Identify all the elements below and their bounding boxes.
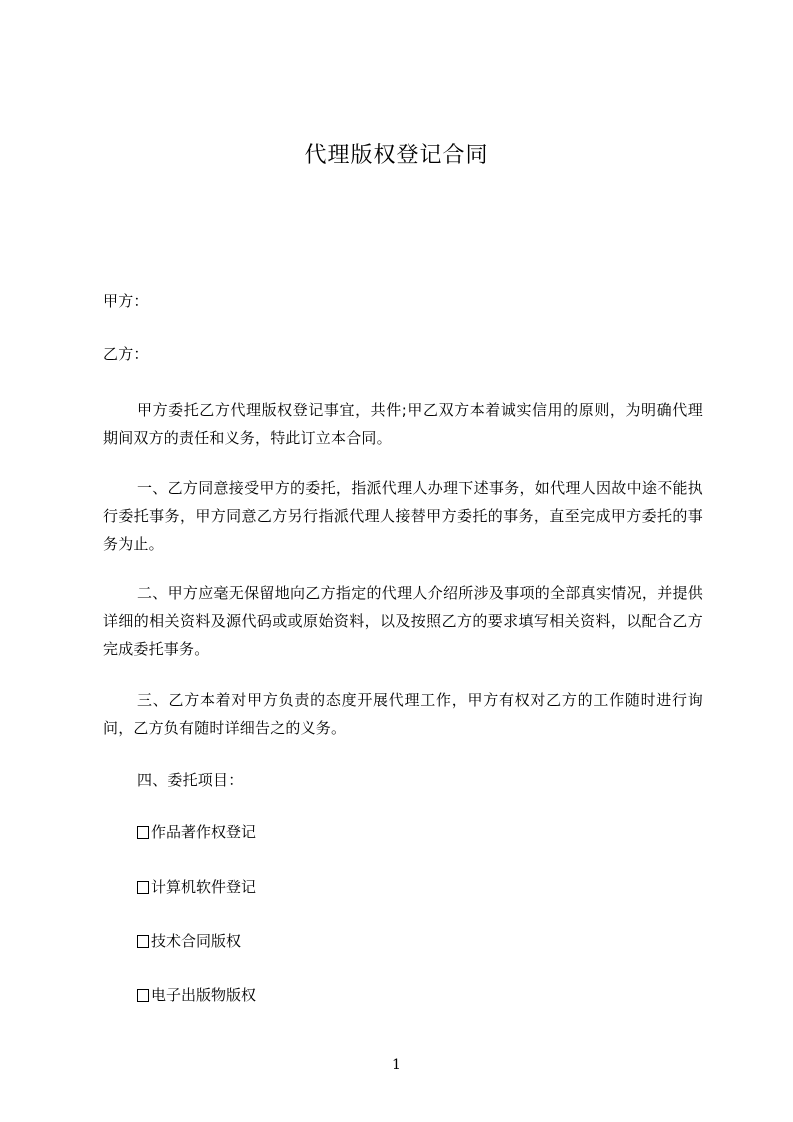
- clause-2: 二、甲方应毫无保留地向乙方指定的代理人介绍所涉及事项的全部真实情况，并提供详细的相关资料及源代码或或原始资料，以及按照乙方的要求填写相关资料，以配合乙方完成委托事务。: [103, 584, 703, 658]
- checkbox-item[interactable]: [137, 927, 241, 955]
- checkbox-label: 电子出版物版权: [151, 986, 257, 1004]
- checkbox-label: 作品著作权登记: [151, 823, 257, 841]
- checkbox-icon[interactable]: [137, 989, 149, 1002]
- clause-3: 三、乙方本着对甲方负责的态度开展代理工作，甲方有权对乙方的工作随时进行询问，乙方负有随时详细告之的义务。: [103, 691, 703, 737]
- party-b-label: 乙方：: [103, 345, 149, 363]
- checkbox-icon[interactable]: [137, 826, 149, 839]
- clause-4-heading: 四、委托项目：: [137, 771, 244, 789]
- checkbox-item[interactable]: [137, 873, 256, 901]
- checkbox-item[interactable]: [137, 818, 256, 846]
- checkbox-icon[interactable]: [137, 881, 149, 894]
- checkbox-label: 技术合同版权: [151, 932, 242, 950]
- clause-1: 一、乙方同意接受甲方的委托，指派代理人办理下述事务，如代理人因故中途不能执行委托事务，甲方同意乙方另行指派代理人接替甲方委托的事务，直至完成甲方委托的事务为止。: [103, 479, 703, 553]
- checkbox-label: 计算机软件登记: [151, 878, 257, 896]
- checkbox-icon[interactable]: [137, 935, 149, 948]
- page-number: 1: [392, 1057, 401, 1073]
- document-title: 代理版权登记合同: [304, 143, 489, 168]
- checkbox-item[interactable]: [137, 981, 256, 1009]
- intro-paragraph: 甲方委托乙方代理版权登记事宜，共件;甲乙双方本着诚实信用的原则，为明确代理期间双方的责任和义务，特此订立本合同。: [103, 401, 703, 447]
- party-a-label: 甲方：: [103, 292, 149, 310]
